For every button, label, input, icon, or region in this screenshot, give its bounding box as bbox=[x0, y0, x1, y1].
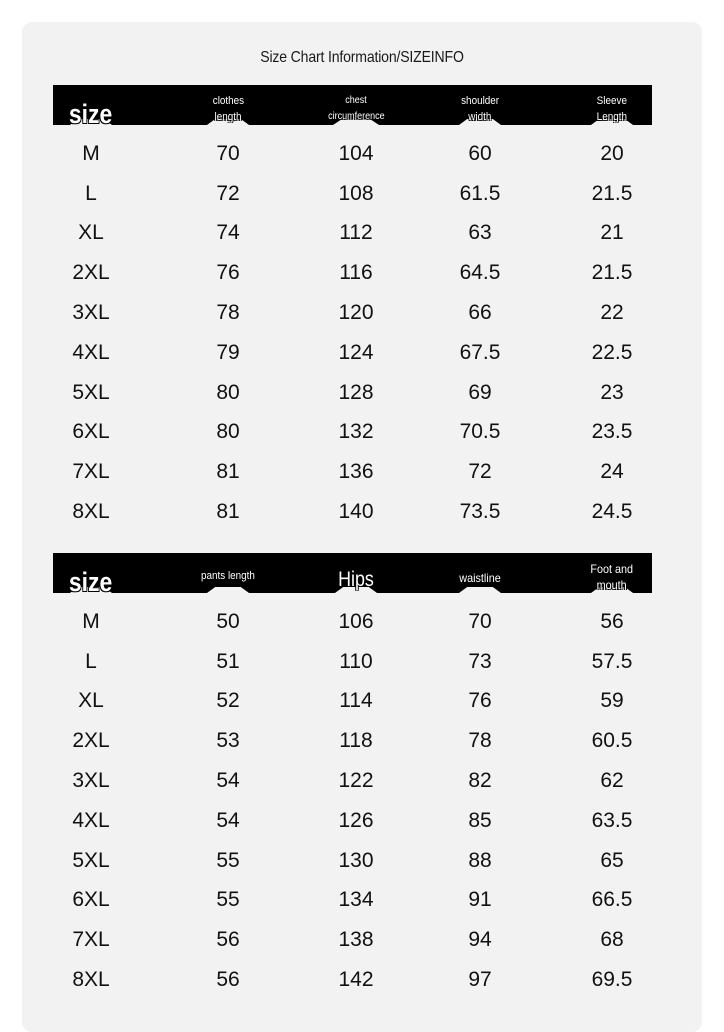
measurement-cell: 91 bbox=[468, 888, 492, 912]
measurement-cell: 130 bbox=[338, 848, 374, 872]
measurement-cell: 132 bbox=[338, 420, 374, 444]
bottom-size-table bbox=[53, 553, 652, 1000]
size-label-cell: 4XL bbox=[72, 808, 110, 832]
measurement-cell: 52 bbox=[216, 689, 240, 713]
measurement-cell: 124 bbox=[338, 340, 374, 364]
measurement-cell: 64.5 bbox=[459, 261, 501, 285]
measurement-cell: 104 bbox=[338, 141, 374, 165]
measurement-cell: 22 bbox=[600, 301, 624, 325]
table-row bbox=[53, 134, 652, 174]
measurement-cell: 62 bbox=[600, 769, 624, 793]
measurement-cell: 80 bbox=[216, 380, 240, 404]
header-chest-circumference: chest circumference bbox=[316, 85, 396, 133]
top-size-table bbox=[53, 85, 652, 532]
top-table-body bbox=[53, 134, 652, 532]
table-row bbox=[53, 682, 652, 722]
size-label-cell: 2XL bbox=[72, 261, 110, 285]
measurement-cell: 23.5 bbox=[591, 420, 633, 444]
size-label-cell: 8XL bbox=[72, 500, 110, 524]
measurement-cell: 54 bbox=[216, 769, 240, 793]
measurement-cell: 56 bbox=[216, 928, 240, 952]
measurement-cell: 79 bbox=[216, 340, 240, 364]
measurement-cell: 55 bbox=[216, 848, 240, 872]
size-label-cell: 5XL bbox=[72, 848, 110, 872]
measurement-cell: 69 bbox=[468, 380, 492, 404]
measurement-cell: 94 bbox=[468, 928, 492, 952]
size-label-cell: 4XL bbox=[72, 340, 110, 364]
size-label-cell: 7XL bbox=[72, 460, 110, 484]
size-label-cell: 6XL bbox=[72, 888, 110, 912]
measurement-cell: 70 bbox=[216, 141, 240, 165]
measurement-cell: 21.5 bbox=[591, 261, 633, 285]
measurement-cell: 138 bbox=[338, 928, 374, 952]
size-label-cell: 7XL bbox=[72, 928, 110, 952]
measurement-cell: 63.5 bbox=[591, 808, 633, 832]
measurement-cell: 76 bbox=[216, 261, 240, 285]
measurement-cell: 142 bbox=[338, 968, 374, 992]
table-row bbox=[53, 920, 652, 960]
measurement-cell: 23 bbox=[600, 380, 624, 404]
table-row bbox=[53, 253, 652, 293]
measurement-cell: 122 bbox=[338, 769, 374, 793]
measurement-cell: 81 bbox=[216, 500, 240, 524]
table-row bbox=[53, 293, 652, 333]
measurement-cell: 126 bbox=[338, 808, 374, 832]
table-row bbox=[53, 214, 652, 254]
measurement-cell: 56 bbox=[216, 968, 240, 992]
header-sleeve-length: Sleeve Length bbox=[572, 85, 652, 133]
measurement-cell: 51 bbox=[216, 649, 240, 673]
measurement-cell: 80 bbox=[216, 420, 240, 444]
measurement-cell: 78 bbox=[216, 301, 240, 325]
measurement-cell: 56 bbox=[600, 609, 624, 633]
size-label-cell: 8XL bbox=[72, 968, 110, 992]
size-label-cell: 2XL bbox=[72, 729, 110, 753]
header-waistline: waistline bbox=[440, 553, 520, 601]
size-label-cell: 3XL bbox=[72, 769, 110, 793]
table-row bbox=[53, 452, 652, 492]
measurement-cell: 21.5 bbox=[591, 181, 633, 205]
measurement-cell: 120 bbox=[338, 301, 374, 325]
table-row bbox=[53, 881, 652, 921]
size-label-cell: 5XL bbox=[72, 380, 110, 404]
measurement-cell: 70 bbox=[468, 609, 492, 633]
size-label-cell: L bbox=[85, 181, 97, 205]
measurement-cell: 24.5 bbox=[591, 500, 633, 524]
measurement-cell: 66 bbox=[468, 301, 492, 325]
table-row bbox=[53, 413, 652, 453]
measurement-cell: 24 bbox=[600, 460, 624, 484]
table-row bbox=[53, 721, 652, 761]
header-size: size bbox=[53, 553, 129, 601]
header-hips: Hips bbox=[316, 553, 396, 601]
header-shoulder-width: shoulder width bbox=[440, 85, 520, 133]
measurement-cell: 67.5 bbox=[459, 340, 501, 364]
measurement-cell: 110 bbox=[339, 649, 373, 673]
measurement-cell: 136 bbox=[338, 460, 374, 484]
bottom-table-body bbox=[53, 602, 652, 1000]
measurement-cell: 73 bbox=[468, 649, 492, 673]
measurement-cell: 57.5 bbox=[591, 649, 633, 673]
measurement-cell: 50 bbox=[216, 609, 240, 633]
header-foot-and-mouth: Foot and mouth bbox=[572, 553, 652, 601]
measurement-cell: 81 bbox=[216, 460, 240, 484]
measurement-cell: 134 bbox=[338, 888, 374, 912]
measurement-cell: 74 bbox=[216, 221, 240, 245]
table-row bbox=[53, 642, 652, 682]
size-label-cell: XL bbox=[78, 689, 104, 713]
bottom-table-header bbox=[53, 553, 652, 597]
table-row bbox=[53, 602, 652, 642]
table-row bbox=[53, 333, 652, 373]
measurement-cell: 72 bbox=[468, 460, 492, 484]
measurement-cell: 54 bbox=[216, 808, 240, 832]
measurement-cell: 88 bbox=[468, 848, 492, 872]
measurement-cell: 55 bbox=[216, 888, 240, 912]
measurement-cell: 112 bbox=[339, 221, 373, 245]
size-label-cell: M bbox=[82, 609, 100, 633]
measurement-cell: 61.5 bbox=[459, 181, 501, 205]
measurement-cell: 59 bbox=[600, 689, 624, 713]
table-row bbox=[53, 761, 652, 801]
measurement-cell: 97 bbox=[468, 968, 492, 992]
measurement-cell: 114 bbox=[339, 689, 373, 713]
header-pants-length: pants length bbox=[188, 553, 268, 601]
measurement-cell: 116 bbox=[339, 261, 373, 285]
measurement-cell: 68 bbox=[600, 928, 624, 952]
size-label-cell: L bbox=[85, 649, 97, 673]
measurement-cell: 78 bbox=[468, 729, 492, 753]
measurement-cell: 85 bbox=[468, 808, 492, 832]
measurement-cell: 70.5 bbox=[459, 420, 501, 444]
measurement-cell: 66.5 bbox=[591, 888, 633, 912]
size-label-cell: 3XL bbox=[72, 301, 110, 325]
header-clothes-length: clothes length bbox=[188, 85, 268, 133]
size-label-cell: XL bbox=[78, 221, 104, 245]
measurement-cell: 82 bbox=[468, 769, 492, 793]
measurement-cell: 53 bbox=[216, 729, 240, 753]
measurement-cell: 20 bbox=[600, 141, 624, 165]
measurement-cell: 65 bbox=[600, 848, 624, 872]
table-row bbox=[53, 492, 652, 532]
table-row bbox=[53, 960, 652, 1000]
table-row bbox=[53, 174, 652, 214]
chart-title: Size Chart Information/SIZEINFO bbox=[260, 49, 464, 66]
measurement-cell: 63 bbox=[468, 221, 492, 245]
measurement-cell: 118 bbox=[339, 729, 373, 753]
measurement-cell: 108 bbox=[338, 181, 374, 205]
table-row bbox=[53, 841, 652, 881]
table-row bbox=[53, 801, 652, 841]
measurement-cell: 128 bbox=[338, 380, 374, 404]
measurement-cell: 60 bbox=[468, 141, 492, 165]
table-row bbox=[53, 373, 652, 413]
size-label-cell: M bbox=[82, 141, 100, 165]
measurement-cell: 72 bbox=[216, 181, 240, 205]
measurement-cell: 73.5 bbox=[459, 500, 501, 524]
header-size: size bbox=[53, 85, 129, 133]
measurement-cell: 69.5 bbox=[591, 968, 633, 992]
measurement-cell: 60.5 bbox=[591, 729, 633, 753]
measurement-cell: 140 bbox=[338, 500, 374, 524]
size-label-cell: 6XL bbox=[72, 420, 110, 444]
top-table-header bbox=[53, 85, 652, 129]
measurement-cell: 21 bbox=[600, 221, 624, 245]
measurement-cell: 76 bbox=[468, 689, 492, 713]
measurement-cell: 22.5 bbox=[591, 340, 633, 364]
measurement-cell: 106 bbox=[338, 609, 374, 633]
